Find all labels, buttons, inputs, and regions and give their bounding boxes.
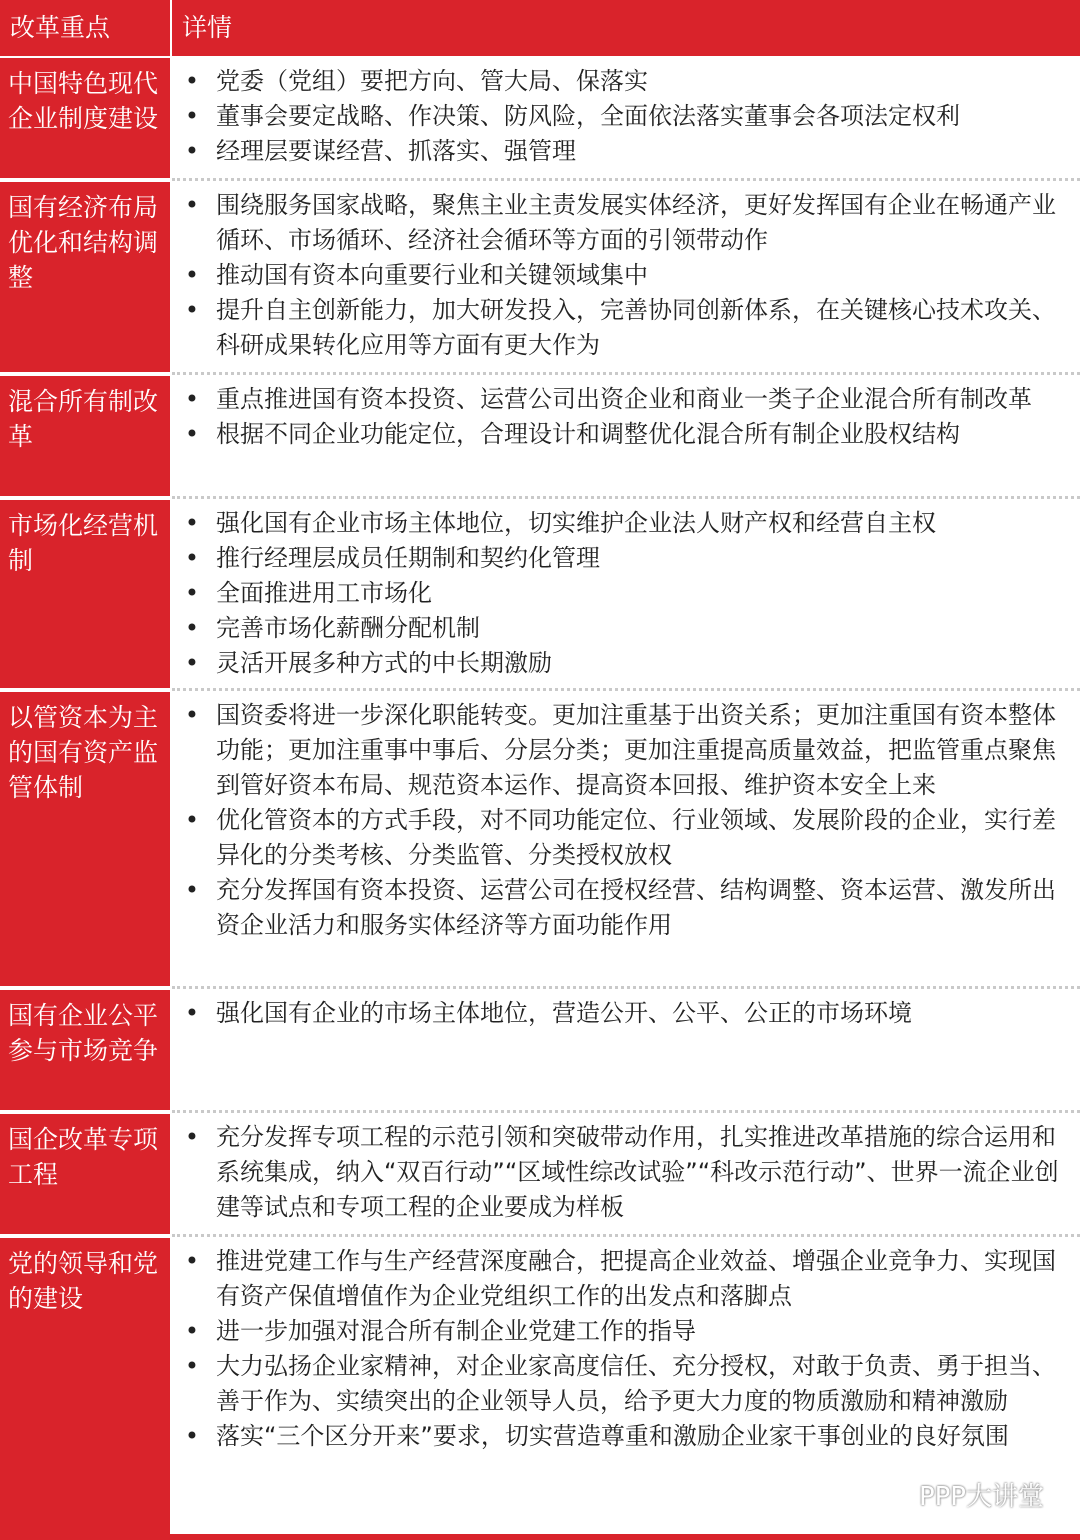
row-details (172, 500, 1080, 688)
bullet-icon: • (184, 614, 200, 642)
item-text: 推动国有资本向重要行业和关键领域集中 (216, 261, 648, 289)
list-item (172, 64, 1080, 99)
list-item (172, 873, 1080, 943)
header-category: 改革重点 (0, 0, 170, 56)
row-category: 以管资本为主的国有资产监管体制 (0, 692, 170, 986)
item-text: 强化国有企业的市场主体地位，营造公开、公平、公正的市场环境 (216, 999, 912, 1027)
bullet-icon: • (184, 102, 200, 130)
row-category: 党的领导和党的建设 (0, 1238, 170, 1534)
bullet-icon: • (184, 806, 200, 834)
row-divider (172, 496, 1080, 499)
row-details (172, 182, 1080, 372)
list-item (172, 134, 1080, 169)
item-text: 推进党建工作与生产经营深度融合，把提高企业效益、增强企业竞争力、实现国有资产保值增值作为企业党组织工作的出发点和落脚点 (216, 1247, 1056, 1310)
list-item (172, 506, 1080, 541)
list-item (172, 293, 1080, 363)
item-text: 重点推进国有资本投资、运营公司出资企业和商业一类子企业混合所有制改革 (216, 385, 1032, 413)
bullet-icon: • (184, 1123, 200, 1151)
row-category: 混合所有制改革 (0, 376, 170, 496)
row-details (172, 990, 1080, 1110)
item-text: 完善市场化薪酬分配机制 (216, 614, 480, 642)
row-details (172, 376, 1080, 496)
table-row (0, 1114, 1080, 1234)
item-text: 根据不同企业功能定位，合理设计和调整优化混合所有制企业股权结构 (216, 420, 960, 448)
bullet-icon: • (184, 67, 200, 95)
list-item (172, 996, 1080, 1031)
list-item (172, 1349, 1080, 1419)
table-row (0, 692, 1080, 986)
list-item (172, 611, 1080, 646)
bullet-icon: • (184, 420, 200, 448)
bullet-icon: • (184, 649, 200, 677)
bullet-icon: • (184, 1317, 200, 1345)
table-header (0, 0, 1080, 56)
item-text: 党委（党组）要把方向、管大局、保落实 (216, 67, 648, 95)
bullet-icon: • (184, 544, 200, 572)
row-divider (172, 178, 1080, 181)
item-text: 进一步加强对混合所有制企业党建工作的指导 (216, 1317, 696, 1345)
header-details: 详情 (172, 0, 1080, 56)
row-divider (172, 1234, 1080, 1237)
item-text: 董事会要定战略、作决策、防风险，全面依法落实董事会各项法定权利 (216, 102, 960, 130)
bullet-icon: • (184, 137, 200, 165)
bullet-icon: • (184, 876, 200, 904)
row-category: 市场化经营机制 (0, 500, 170, 688)
row-category: 国企改革专项工程 (0, 1114, 170, 1234)
row-category: 国有经济布局优化和结构调整 (0, 182, 170, 372)
list-item (172, 698, 1080, 803)
list-item (172, 803, 1080, 873)
bullet-icon: • (184, 509, 200, 537)
row-details (172, 1114, 1080, 1234)
list-item (172, 417, 1080, 452)
item-text: 全面推进用工市场化 (216, 579, 432, 607)
watermark-text: PPP大讲堂 (918, 1482, 1044, 1512)
item-text: 大力弘扬企业家精神，对企业家高度信任、充分授权，对敢于负责、勇于担当、善于作为、实绩突出的企业领导人员，给予更大力度的物质激励和精神激励 (216, 1352, 1056, 1415)
list-item (172, 382, 1080, 417)
table-row (0, 376, 1080, 496)
bullet-icon: • (184, 385, 200, 413)
item-text: 围绕服务国家战略，聚焦主业主责发展实体经济，更好发挥国有企业在畅通产业循环、市场循环、经济社会循环等方面的引领带动作 (216, 191, 1056, 254)
bottom-rule (0, 1534, 1080, 1540)
item-text: 强化国有企业市场主体地位，切实维护企业法人财产权和经营自主权 (216, 509, 936, 537)
item-text: 灵活开展多种方式的中长期激励 (216, 649, 552, 677)
list-item (172, 576, 1080, 611)
list-item (172, 1244, 1080, 1314)
list-item (172, 1314, 1080, 1349)
item-text: 落实“三个区分开来”要求，切实营造尊重和激励企业家干事创业的良好氛围 (216, 1422, 1009, 1450)
item-text: 充分发挥专项工程的示范引领和突破带动作用，扎实推进改革措施的综合运用和系统集成，纳入“双百行动”“区域性综改试验”“科改示范行动”、世界一流企业创建等试点和专项工程的企业要成为样板 (216, 1123, 1059, 1221)
table-row (0, 182, 1080, 372)
list-item (172, 541, 1080, 576)
bullet-icon: • (184, 1247, 200, 1275)
row-category: 国有企业公平参与市场竞争 (0, 990, 170, 1110)
row-category: 中国特色现代企业制度建设 (0, 58, 170, 178)
bullet-icon: • (184, 1352, 200, 1380)
list-item (172, 99, 1080, 134)
list-item (172, 258, 1080, 293)
watermark (879, 1476, 1044, 1513)
table-row (0, 990, 1080, 1110)
bullet-icon: • (184, 261, 200, 289)
bullet-icon: • (184, 701, 200, 729)
row-divider (172, 688, 1080, 691)
item-text: 国资委将进一步深化职能转变。更加注重基于出资关系；更加注重国有资本整体功能；更加注重事中事后、分层分类；更加注重提高质量效益，把监管重点聚焦到管好资本布局、规范资本运作、提高资本回报、维护资本安全上来 (216, 701, 1056, 799)
item-text: 充分发挥国有资本投资、运营公司在授权经营、结构调整、资本运营、激发所出资企业活力和服务实体经济等方面功能作用 (216, 876, 1056, 939)
table-row (0, 500, 1080, 688)
item-text: 提升自主创新能力，加大研发投入，完善协同创新体系，在关键核心技术攻关、科研成果转化应用等方面有更大作为 (216, 296, 1056, 359)
list-item (172, 1120, 1080, 1225)
item-text: 优化管资本的方式手段，对不同功能定位、行业领域、发展阶段的企业，实行差异化的分类考核、分类监管、分类授权放权 (216, 806, 1056, 869)
bullet-icon: • (184, 1422, 200, 1450)
bullet-icon: • (184, 999, 200, 1027)
list-item (172, 188, 1080, 258)
item-text: 推行经理层成员任期制和契约化管理 (216, 544, 600, 572)
table-row (0, 58, 1080, 178)
wechat-icon (879, 1482, 913, 1508)
row-divider (172, 986, 1080, 989)
row-details (172, 58, 1080, 178)
bullet-icon: • (184, 579, 200, 607)
row-divider (172, 1110, 1080, 1113)
row-divider (172, 372, 1080, 375)
list-item (172, 646, 1080, 681)
item-text: 经理层要谋经营、抓落实、强管理 (216, 137, 576, 165)
row-details (172, 692, 1080, 986)
bullet-icon: • (184, 296, 200, 324)
bullet-icon: • (184, 191, 200, 219)
list-item (172, 1419, 1080, 1454)
